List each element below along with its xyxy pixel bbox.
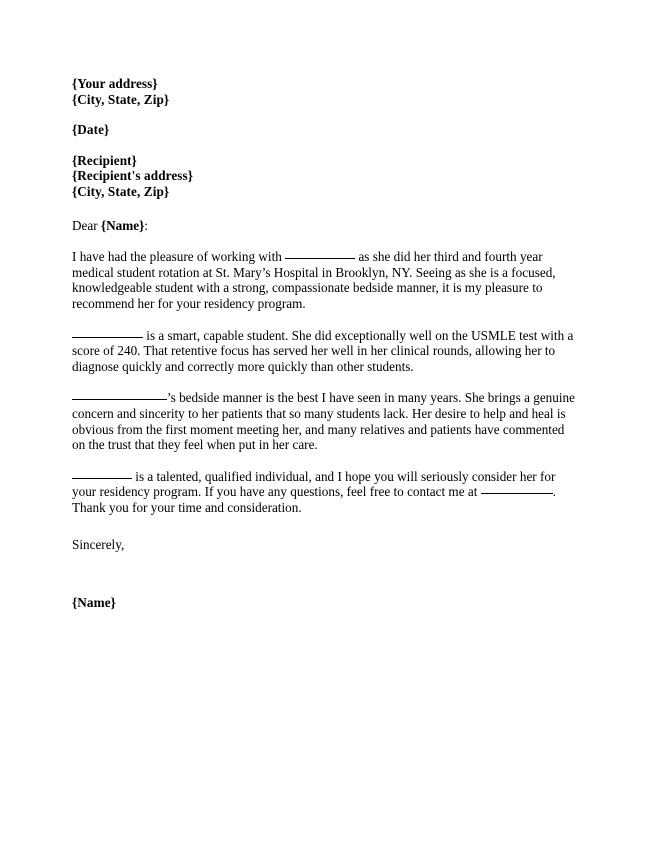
fill-in-blank-student-name-3[interactable] (72, 389, 167, 400)
signature-name-placeholder: {Name} (72, 595, 116, 611)
recipient-address-line: {Recipient's address} (72, 168, 194, 184)
sender-city-state-zip-line: {City, State, Zip} (72, 91, 170, 107)
spacer-before-paragraph-1 (72, 233, 578, 249)
paragraph-4-text-part-2: is a talented, qualified individual, and I hope you will seriously consider her for your residency program. If you have any questions, feel free to contact me at (72, 468, 556, 500)
spacer-before-paragraph-3 (72, 374, 578, 390)
fill-in-blank-contact-info[interactable] (481, 483, 553, 494)
sender-address-block (72, 76, 578, 107)
signature-space (72, 553, 578, 595)
paragraph-4 (72, 469, 578, 516)
date-line: {Date} (72, 122, 110, 138)
spacer-after-sender (72, 107, 578, 122)
fill-in-blank-student-name-2[interactable] (72, 327, 143, 338)
salutation-greeting: Dear (72, 217, 101, 233)
spacer-after-date (72, 138, 578, 153)
paragraph-2 (72, 328, 578, 375)
salutation-name-placeholder: {Name} (100, 217, 145, 233)
paragraph-1 (72, 249, 578, 311)
paragraph-4-text-part-3: . Thank you for your time and consideration. (72, 484, 556, 515)
paragraph-3-text: ’s bedside manner is the best I have seen in many years. She brings a genuine concern and sincerity to her patients that so many students lack. Her desire to help and heal is obvious from the first moment meeting her, and many relatives and patients have commented on the trust that they feel when put in her care. (72, 390, 575, 453)
salutation-line (72, 218, 578, 234)
letter-body (72, 76, 578, 611)
paragraph-1-text-part-1: I have had the pleasure of working with (72, 249, 286, 265)
spacer-before-closing (72, 515, 578, 537)
spacer-after-recipient (72, 200, 578, 218)
closing-salutation: Sincerely, (72, 537, 125, 553)
date-block (72, 122, 578, 138)
salutation-punctuation: : (144, 217, 148, 233)
spacer-before-paragraph-4 (72, 453, 578, 469)
recipient-address-block (72, 153, 578, 200)
paragraph-2-text: is a smart, capable student. She did exceptionally well on the USMLE test with a score of 240. That retentive focus has served her well in her clinical rounds, allowing her to diagnose quickly and correctly more quickly than other students. (72, 327, 574, 374)
paragraph-1-text-part-2: as she did her third and fourth year medical student rotation at St. Mary’s Hospital in Brooklyn, NY. Seeing as she is a focused, knowledgeable student with a strong, compassionate bedside manner, it is my pleasure to recommend her for your residency program. (72, 249, 556, 311)
recipient-name-line: {Recipient} (72, 152, 137, 168)
sender-address-line: {Your address} (72, 76, 158, 91)
spacer-before-paragraph-2 (72, 312, 578, 328)
fill-in-blank-student-name-1[interactable] (285, 248, 355, 259)
paragraph-3 (72, 390, 578, 452)
fill-in-blank-student-name-4[interactable] (72, 468, 132, 479)
recipient-city-state-zip-line: {City, State, Zip} (72, 183, 170, 199)
